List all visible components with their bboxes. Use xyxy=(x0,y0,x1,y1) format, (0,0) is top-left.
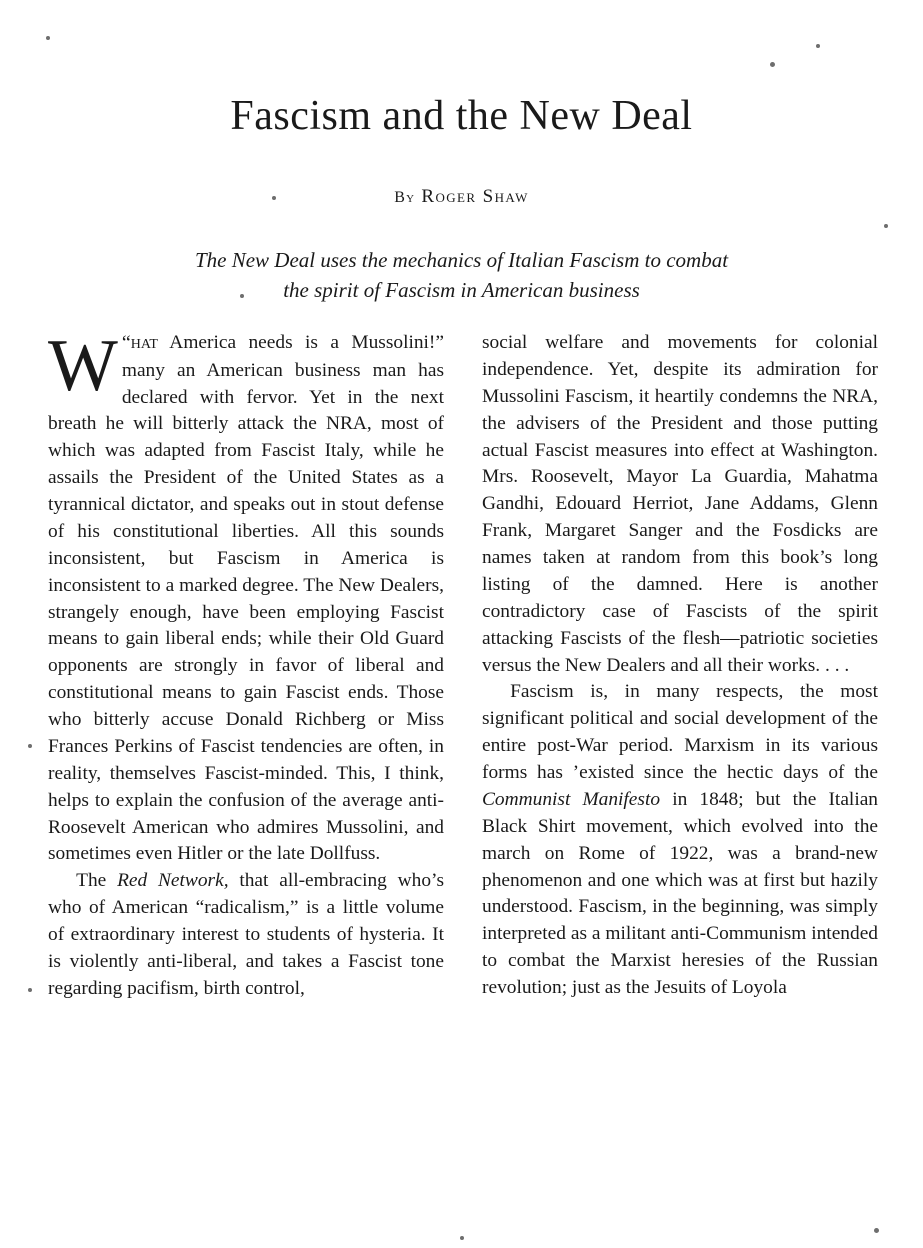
para-text-part1: The xyxy=(76,870,118,892)
subtitle xyxy=(112,246,812,306)
paragraph-continued: social welfare and movements for colonial independence. Yet, despite its admiration for Mussolini Fascism, it heartily condemns the NRA, the advisers of the President and those putting actual Fascist measures into effect at Washington. Mrs. Roosevelt, Mayor La Guardia, Mahatma Gandhi, Edouard Herriot, Jane Addams, Glenn Frank, Margaret Sanger and the Fosdicks are names taken at random from this book’s long listing of the damned. Here is another contradictory case of Fascists of the spirit attacking Fascists of the flesh—patriotic societies versus the New Dealers and all their works. . . . xyxy=(482,332,878,676)
left-column xyxy=(48,325,444,1003)
open-quote: “ xyxy=(121,332,131,354)
byline-prefix: By xyxy=(394,189,416,206)
page-speck xyxy=(272,196,276,200)
lead-smallcaps: hat xyxy=(130,332,158,353)
subtitle-line-1: The New Deal uses the mechanics of Italian Fascism to combat xyxy=(194,248,729,272)
page-speck xyxy=(816,44,820,48)
paragraph-fascism-respects xyxy=(482,679,878,1002)
paragraph-lead xyxy=(48,325,444,868)
byline xyxy=(0,186,923,208)
page-speck xyxy=(460,1236,464,1240)
page-title: Fascism and the New Deal xyxy=(230,93,693,139)
page-speck xyxy=(884,224,888,228)
book-title-red-network: Red Network, xyxy=(117,870,229,892)
paragraph-red-network xyxy=(48,868,444,1002)
page-speck xyxy=(28,988,32,992)
para-text-part2: that all-embracing who’s who of American “radicalism,” is a little volume of extraordinary interest to students of hysteria. It is violently anti-liberal, and takes a Fascist tone regarding pacifism, birth control, xyxy=(48,870,444,999)
article-columns xyxy=(48,325,879,1003)
subtitle-line-2: the spirit of Fascism in American business xyxy=(283,277,640,302)
drop-cap: W xyxy=(48,325,118,407)
page-speck xyxy=(240,294,244,298)
byline-author: Roger Shaw xyxy=(421,186,529,207)
page-speck xyxy=(770,62,775,67)
page-speck xyxy=(874,1228,879,1233)
page-speck xyxy=(46,36,50,40)
book-title-communist-manifesto: Communist Manifesto xyxy=(482,788,661,810)
page-speck xyxy=(28,744,32,748)
para-text-part2: in 1848; but the Italian Black Shirt movement, which evolved into the march on Rome of 1922, was a brand-new phenomenon and one which was at first but hazily understood. Fascism, in the beginning, was simply interpreted as a militant anti-Communism intended to combat the Marxist heresies of the Russian revolution; just as the Jesuits of Loyola xyxy=(482,788,879,998)
right-column xyxy=(482,330,878,1003)
para-text-part1: Fascism is, in many respects, the most significant political and social development of the entire post-War period. Marxism in its various forms has ’existed since the hectic days of the xyxy=(482,681,878,783)
lead-body: America needs is a Mussolini!” many an American business man has declared with fervor. Yet in the next breath he will bitterly attack the NRA, most of which was adapted from Fascist Italy, while he assails the President of the United States as a tyrannical dictator, and speaks out in stout defense of his constitutional liberties. All this sounds inconsistent, but Fascism in America is inconsistent to a marked degree. The New Dealers, strangely enough, have been employing Fascist means to gain liberal ends; while their Old Guard opponents are strongly in favor of liberal and constitutional means to gain Fascist ends. Those who bitterly accuse Donald Richberg or Miss Frances Perkins of Fascist tendencies are often, in reality, themselves Fascist-minded. This, I think, helps to explain the confusion of the average anti-Roosevelt American who admires Mussolini, and sometimes even Hitler or the late Dollfuss. xyxy=(48,332,444,865)
